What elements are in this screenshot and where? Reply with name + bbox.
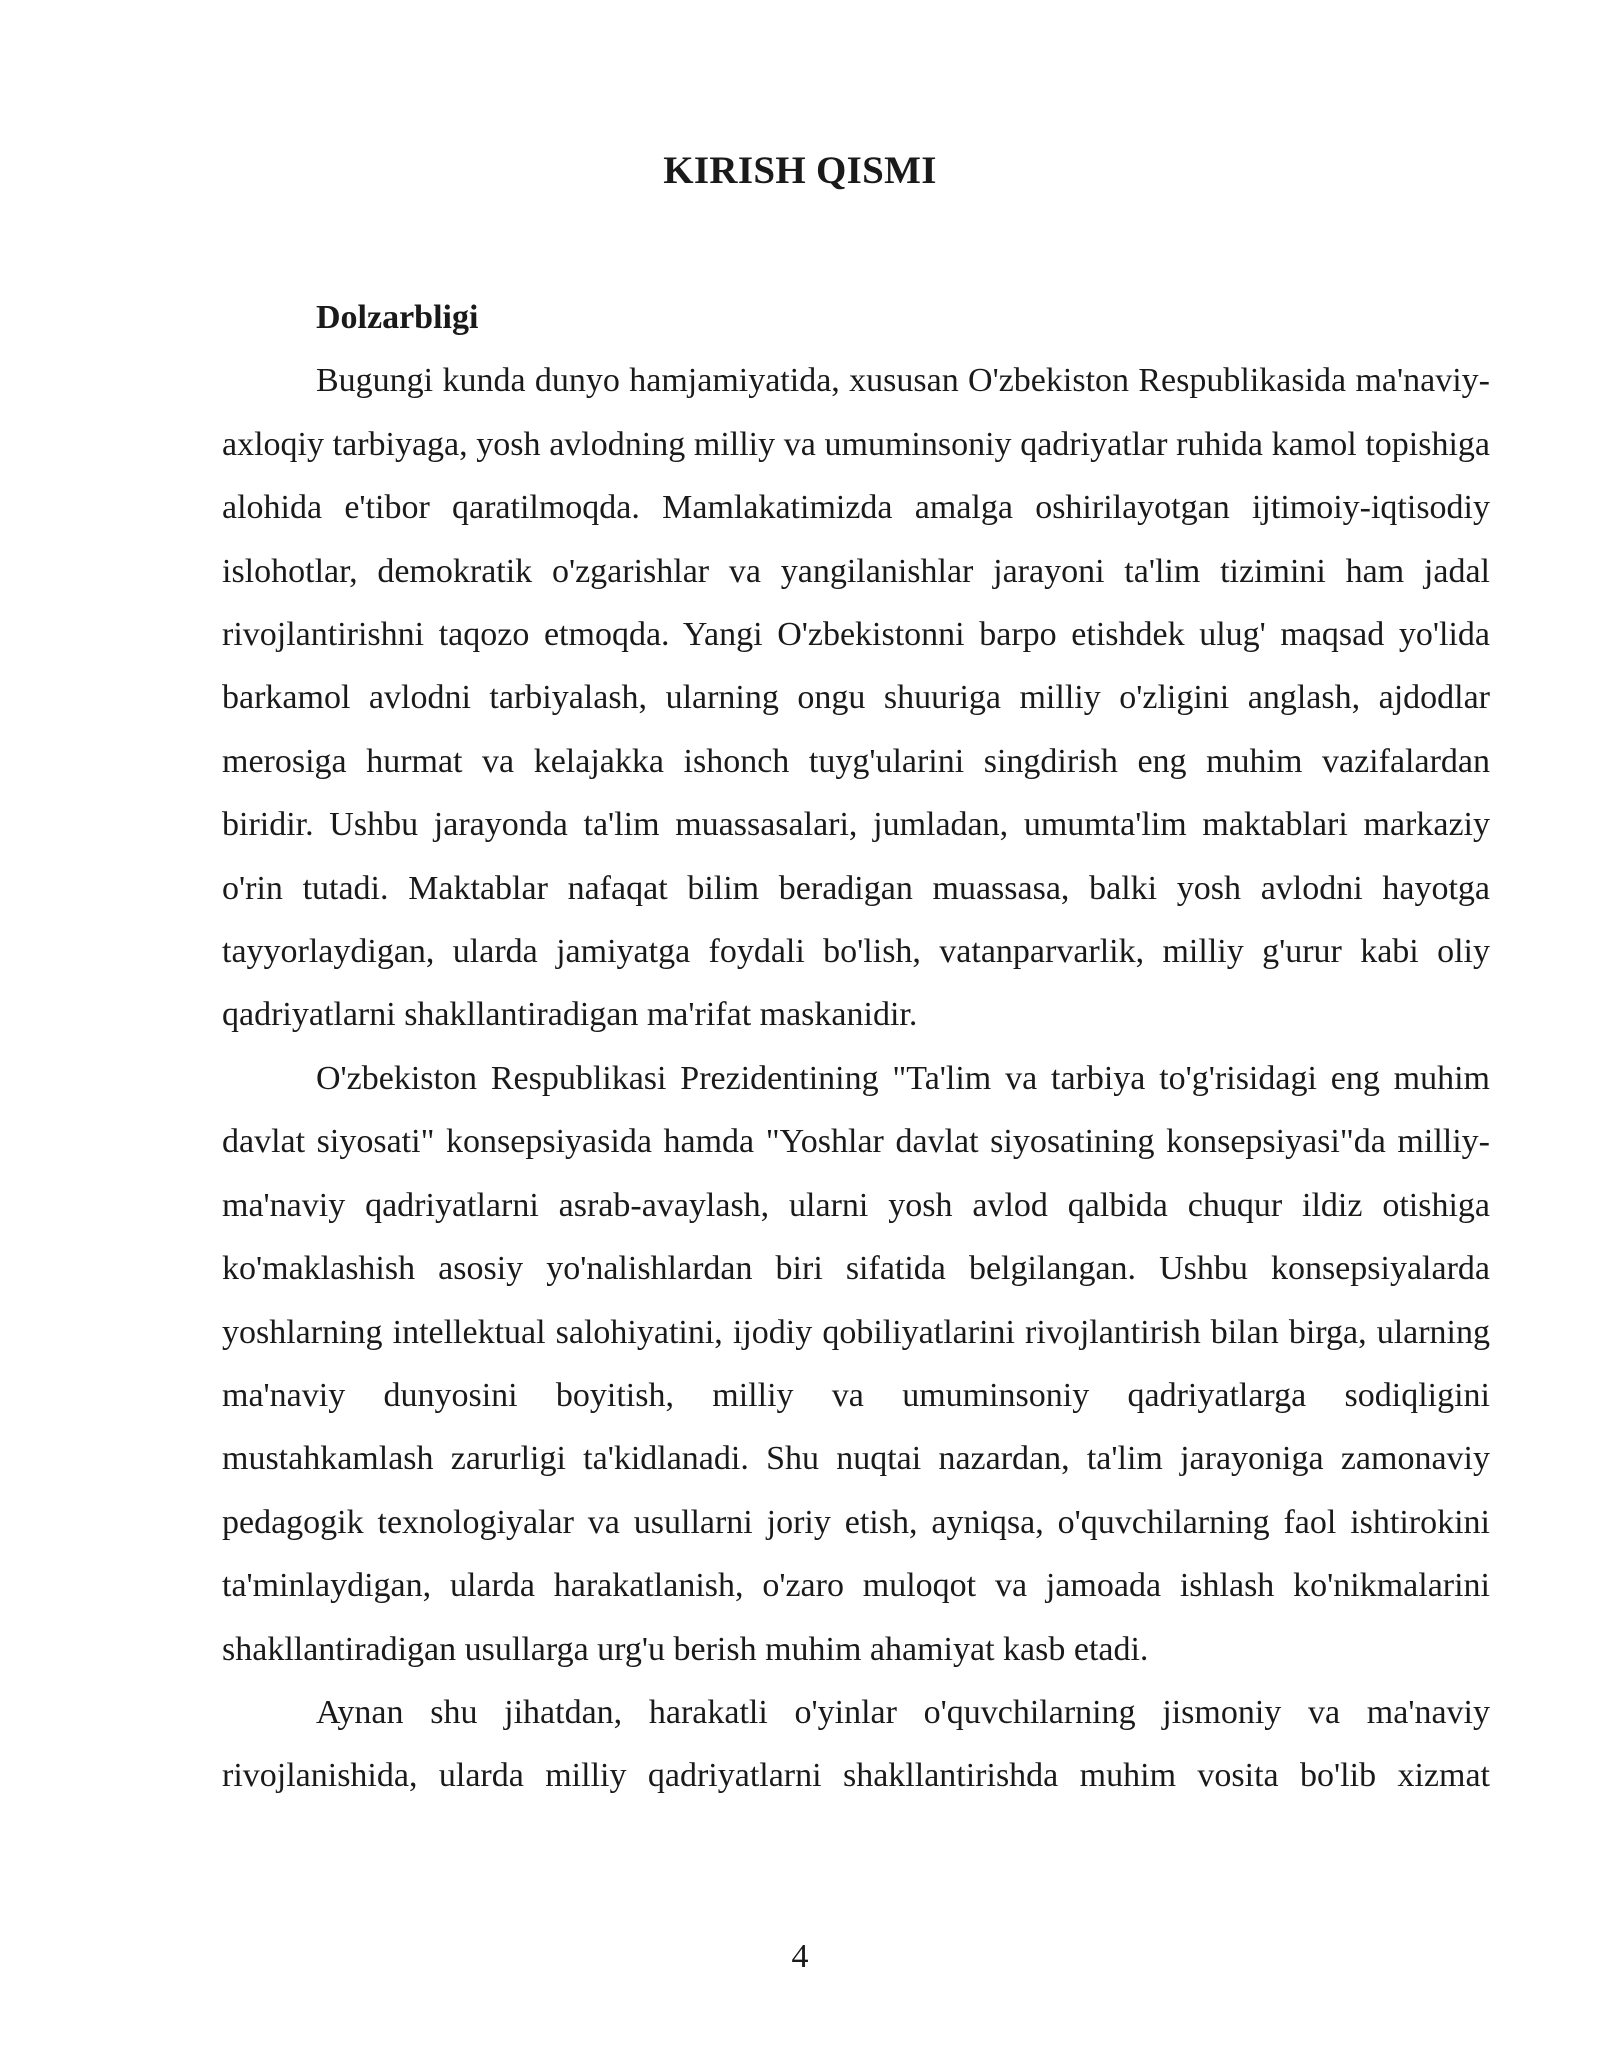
page-number: 4 bbox=[791, 1938, 809, 1975]
paragraph-relevance-intro: Bugungi kunda dunyo hamjamiyatida, xususan O'zbekiston Respublikasida ma'naviy-axloqiy tarbiyaga, yosh avlodning milliy va umuminsoniy qadriyatlar ruhida kamol topishiga alohida e'tibor qaratilmoqda. Mamlakatimizda amalga oshirilayotgan ijtimoiy-iqtisodiy islohotlar, demokratik o'zgarishlar va yangilanishlar jarayoni ta'lim tizimini ham jadal rivojlantirishni taqozo etmoqda. Yangi O'zbekistonni barpo etishdek ulug' maqsad yo'lida barkamol avlodni tarbiyalash, ularning ongu shuuriga milliy o'zligini anglash, ajdodlar merosiga hurmat va kelajakka ishonch tuyg'ularini singdirish eng muhim vazifalardan biridir. Ushbu jarayonda ta'lim muassasalari, jumladan, umumta'lim maktablari markaziy o'rin tutadi. Maktablar nafaqat bilim beradigan muassasa, balki yosh avlodni hayotga tayyorlaydigan, ularda jamiyatga foydali bo'lish, vatanparvarlik, milliy g'urur kabi oliy qadriyatlarni shakllantiradigan ma'rifat maskanidir. bbox=[222, 362, 1490, 1034]
paragraph-active-games: Aynan shu jihatdan, harakatli o'yinlar o'quvchilarning jismoniy va ma'naviy rivojlanishida, ularda milliy qadriyatlarni shakllantirishda muhim vosita bo'lib xizmat bbox=[222, 1693, 1490, 1795]
document-title: KIRISH QISMI bbox=[663, 149, 937, 192]
paragraph-president-concepts: O'zbekiston Respublikasi Prezidentining "Ta'lim va tarbiya to'g'risidagi eng muhim davlat siyosati" konsepsiyasida hamda "Yoshlar davlat siyosatining konsepsiyasi"da milliy-ma'naviy qadriyatlarni asrab-avaylash, ularni yosh avlod qalbida chuqur ildiz otishiga ko'maklashish asosiy yo'nalishlardan biri sifatida belgilangan. Ushbu konsepsiyalarda yoshlarning intellektual salohiyatini, ijodiy qobiliyatlarini rivojlantirish bilan birga, ularning ma'naviy dunyosini boyitish, milliy va umuminsoniy qadriyatlarga sodiqligini mustahkamlash zarurligi ta'kidlanadi. Shu nuqtai nazardan, ta'lim jarayoniga zamonaviy pedagogik texnologiyalar va usullarni joriy etish, ayniqsa, o'quvchilarning faol ishtirokini ta'minlaydigan, ularda harakatlanish, o'zaro muloqot va jamoada ishlash ko'nikmalarini shakllantiradigan usullarga urg'u berish muhim ahamiyat kasb etadi. bbox=[222, 1059, 1490, 1668]
document-body bbox=[222, 286, 1490, 1808]
section-heading: Dolzarbligi bbox=[316, 299, 479, 336]
